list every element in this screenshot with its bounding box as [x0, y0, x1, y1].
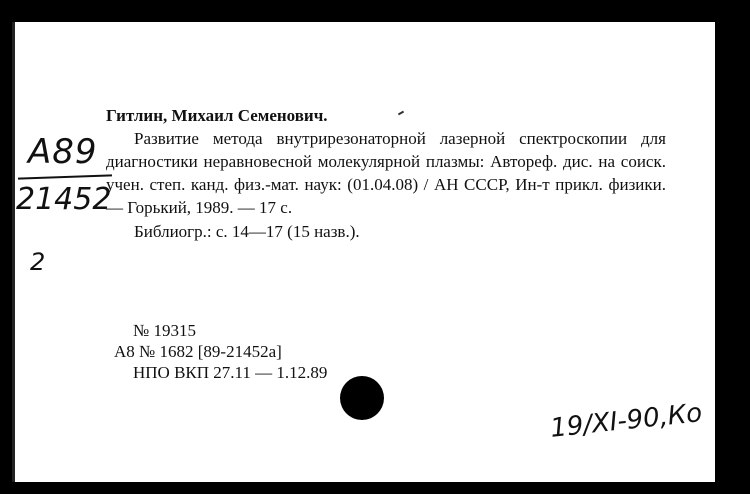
record-number: № 19315	[133, 321, 196, 340]
handwritten-call-number-top: А89	[28, 132, 98, 172]
scan-left-edge	[0, 0, 12, 494]
ink-blot	[340, 376, 384, 420]
handwritten-call-number-bottom: 21452	[16, 182, 112, 217]
scan-right-edge	[715, 0, 750, 494]
npo-code: НПО ВКП 27.11 — 1.12.89	[133, 363, 328, 382]
bibliography-note: Библиогр.: с. 14—17 (15 назв.).	[134, 222, 360, 241]
author-name: Гитлин, Михаил Семенович.	[106, 106, 328, 125]
bibliographic-record	[106, 104, 666, 243]
registration-codes	[114, 320, 327, 383]
title-description: Развитие метода внутрирезонаторной лазерной спектроскопии для диагностики неравновесной молекулярной плазмы: Автореф. дис. на соиск. учен. степ. канд. физ.-мат. наук: (01.04.08) / АН СССР, Ин-т прикл. физики. — Горький, 1989. — 17 с.	[106, 129, 666, 217]
handwritten-date-note: 19/XI-90,Ко	[548, 398, 704, 444]
handwritten-margin-mark: 2	[30, 248, 46, 276]
a8-code: А8 № 1682 [89-21452а]	[114, 342, 282, 361]
